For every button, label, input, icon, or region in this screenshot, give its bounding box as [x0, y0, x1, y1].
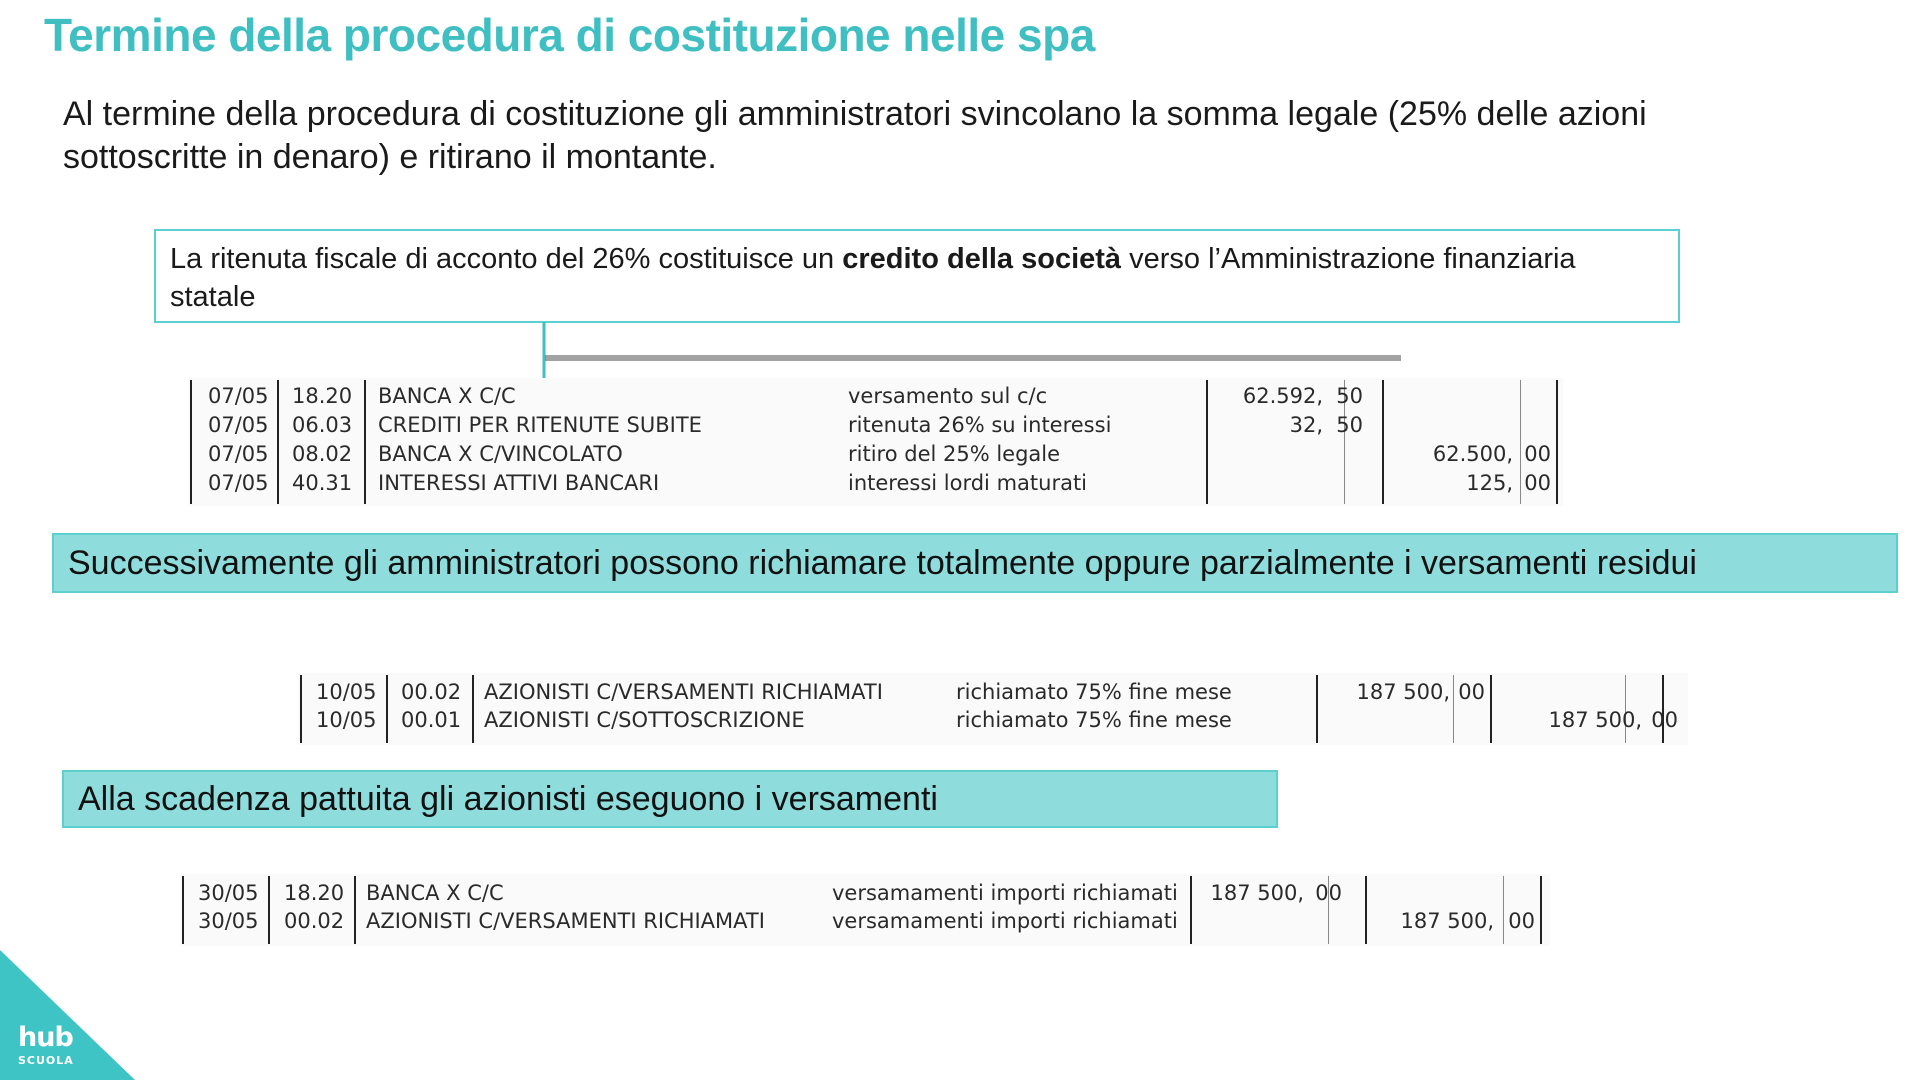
ledger-dare-cents: 00 [1458, 680, 1485, 704]
ledger-dare-cents: 50 [1336, 413, 1363, 437]
ledger-date: 10/05 [316, 680, 377, 704]
ledger-dare-amount: 62.592, [1242, 384, 1323, 408]
band-richiamo-text: Successivamente gli amministratori possono richiamare totalmente oppure parzialmente i versamenti residui [68, 544, 1697, 582]
ledger-date: 30/05 [198, 909, 259, 933]
ledger-dare-amount: 32, [1289, 413, 1323, 437]
ledger-description: versamamenti importi richiamati [832, 881, 1178, 905]
band-richiamo [52, 533, 1898, 593]
logo-sub-text: SCUOLA [18, 1054, 74, 1067]
intro-paragraph: Al termine della procedura di costituzione gli amministratori svincolano la somma legale (25% delle azioni sottoscritte in denaro) e ritirano il montante. [63, 95, 1647, 176]
cropped-scan-text [545, 352, 1401, 364]
ledger-avere-amount: 187 500, [1400, 909, 1494, 933]
ledger-account: BANCA X C/C [366, 881, 504, 905]
ledger-avere-amount: 125, [1466, 471, 1513, 495]
ledger-description: richiamato 75% fine mese [956, 680, 1232, 704]
ledger-description: richiamato 75% fine mese [956, 708, 1232, 732]
ledger-table-3 [180, 874, 1550, 946]
ledger-date: 07/05 [208, 413, 269, 437]
ledger-row [298, 680, 1688, 708]
page-title: Termine della procedura di costituzione nelle spa [44, 9, 1095, 61]
ledger-row [188, 413, 1563, 441]
ledger-row [298, 708, 1688, 736]
ledger-account: AZIONISTI C/SOTTOSCRIZIONE [484, 708, 805, 732]
ledger-account: AZIONISTI C/VERSAMENTI RICHIAMATI [366, 909, 765, 933]
ledger-description: versamento sul c/c [848, 384, 1048, 408]
ledger-account: BANCA X C/VINCOLATO [378, 442, 623, 466]
ledger-code: 06.03 [292, 413, 353, 437]
note-text-after: verso l’Amministrazione finanziaria statale [170, 243, 1576, 313]
ledger-description: ritiro del 25% legale [848, 442, 1061, 466]
ledger-row [180, 881, 1550, 909]
note-text-bold: credito della società [842, 243, 1122, 275]
ledger-date: 07/05 [208, 471, 269, 495]
ledger-code: 40.31 [292, 471, 353, 495]
ledger-avere-cents: 00 [1651, 708, 1678, 732]
ledger-avere-cents: 00 [1524, 471, 1551, 495]
band-versamenti-text: Alla scadenza pattuita gli azionisti eseguono i versamenti [78, 780, 938, 818]
ledger-table-2 [298, 673, 1688, 745]
band-versamenti [62, 770, 1278, 828]
ledger-code: 08.02 [292, 442, 353, 466]
ledger-account: CREDITI PER RITENUTE SUBITE [378, 413, 702, 437]
logo-main-text: hub [18, 1022, 73, 1053]
ledger-row [188, 442, 1563, 470]
ledger-dare-cents: 00 [1315, 881, 1342, 905]
ledger-date: 10/05 [316, 708, 377, 732]
ledger-code: 00.01 [401, 708, 462, 732]
ledger-dare-cents: 50 [1336, 384, 1363, 408]
note-callout [154, 229, 1680, 323]
ledger-account: INTERESSI ATTIVI BANCARI [378, 471, 660, 495]
ledger-description: versamamenti importi richiamati [832, 909, 1178, 933]
ledger-dare-amount: 187 500, [1210, 881, 1304, 905]
ledger-date: 30/05 [198, 881, 259, 905]
ledger-dare-amount: 187 500, [1356, 680, 1450, 704]
ledger-row [188, 471, 1563, 499]
ledger-row [188, 384, 1563, 412]
ledger-avere-cents: 00 [1508, 909, 1535, 933]
ledger-avere-amount: 62.500, [1432, 442, 1513, 466]
note-text-before: La ritenuta fiscale di acconto del 26% costituisce un [170, 243, 843, 275]
ledger-account: AZIONISTI C/VERSAMENTI RICHIAMATI [484, 680, 883, 704]
ledger-code: 00.02 [401, 680, 462, 704]
ledger-date: 07/05 [208, 442, 269, 466]
ledger-code: 00.02 [284, 909, 345, 933]
ledger-table-1 [188, 378, 1563, 506]
ledger-date: 07/05 [208, 384, 269, 408]
ledger-row [180, 909, 1550, 937]
ledger-avere-amount: 187 500, [1548, 708, 1642, 732]
ledger-account: BANCA X C/C [378, 384, 516, 408]
ledger-code: 18.20 [284, 881, 345, 905]
ledger-avere-cents: 00 [1524, 442, 1551, 466]
ledger-description: ritenuta 26% su interessi [848, 413, 1112, 437]
ledger-description: interessi lordi maturati [848, 471, 1088, 495]
ledger-code: 18.20 [292, 384, 353, 408]
